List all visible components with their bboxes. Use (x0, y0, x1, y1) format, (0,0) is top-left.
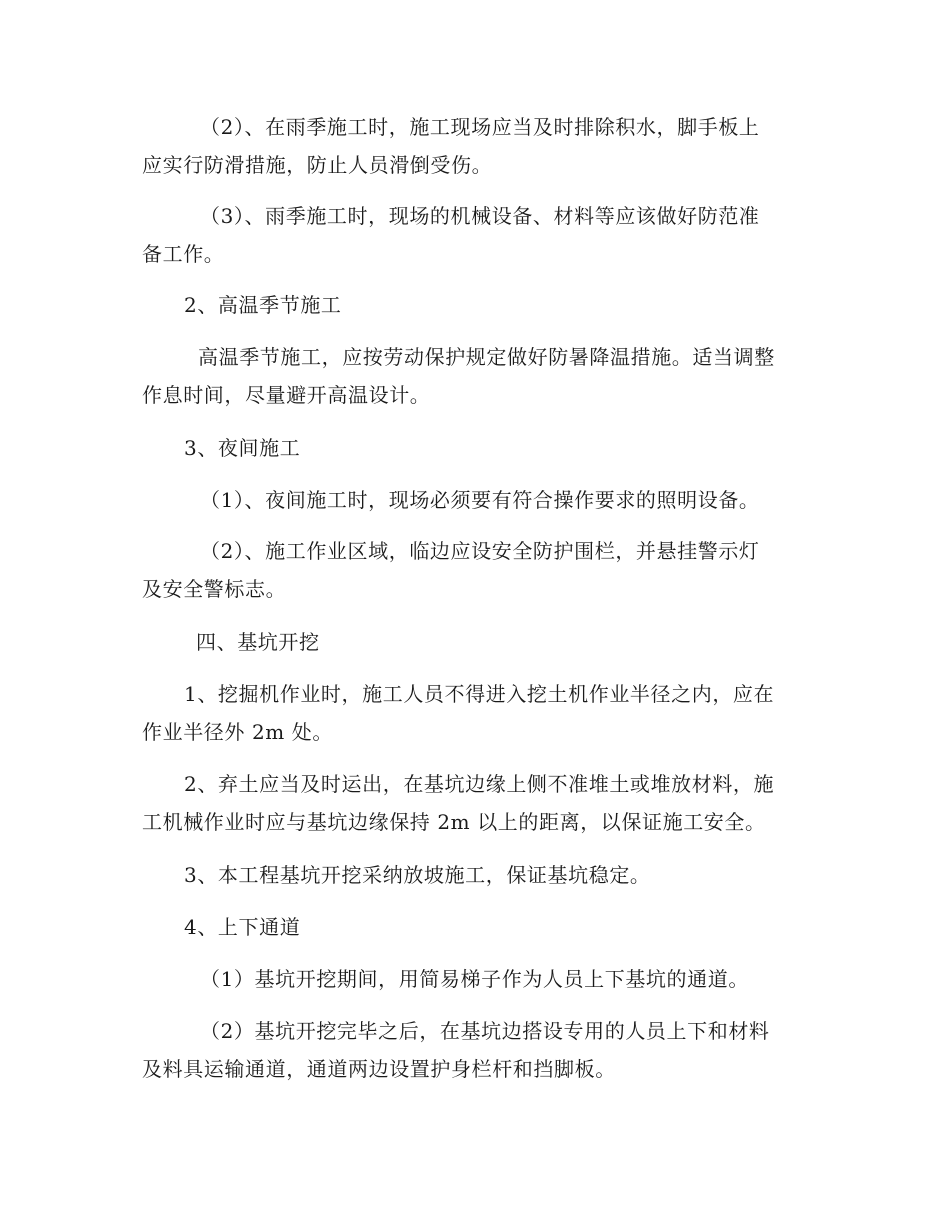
paragraph-excavation-3 (142, 856, 810, 894)
paragraph-rainy-2 (142, 108, 810, 184)
paragraph-night-1 (142, 481, 810, 519)
paragraph-night-2 (142, 532, 810, 608)
paragraph-high-temperature (142, 338, 810, 414)
text-line: （2）基坑开挖完毕之后，在基坑边搭设专用的人员上下和材料 (200, 1019, 770, 1043)
text-line: 工机械作业时应与基坑边缘保持 2m 以上的距离，以保证施工安全。 (142, 810, 766, 834)
heading-night-work (142, 429, 810, 467)
text-line: （2）、在雨季施工时，施工现场应当及时排除积水，脚手板上 (200, 115, 760, 139)
text-line: （2）、施工作业区域，临边应设安全防护围栏，并悬挂警示灯 (200, 539, 760, 563)
paragraph-passage-2 (142, 1012, 810, 1088)
text-line: 四、基坑开挖 (196, 630, 320, 654)
text-line: （1）、夜间施工时，现场必须要有符合操作要求的照明设备。 (200, 488, 760, 512)
text-line: （1）基坑开挖期间，用简易梯子作为人员上下基坑的通道。 (200, 967, 749, 991)
heading-high-temperature (142, 286, 810, 324)
text-line: （3）、雨季施工时，现场的机械设备、材料等应该做好防范准 (200, 204, 760, 228)
text-line: 高温季节施工，应按劳动保护规定做好防暑降温措施。适当调整 (198, 345, 775, 369)
paragraph-passage-1 (142, 960, 810, 998)
text-line: 作息时间，尽量避开高温设计。 (142, 383, 431, 407)
text-line: 备工作。 (142, 242, 225, 266)
text-line: 1、挖掘机作业时，施工人员不得进入挖土机作业半径之内，应在 (184, 682, 775, 706)
paragraph-excavation-1 (142, 675, 810, 751)
text-line: 作业半径外 2m 处。 (142, 720, 334, 744)
text-line: 2、高温季节施工 (184, 293, 342, 317)
text-line: 3、夜间施工 (184, 436, 301, 460)
heading-access-passage (142, 908, 810, 946)
text-line: 及安全警标志。 (142, 577, 287, 601)
paragraph-rainy-3 (142, 197, 810, 273)
text-line: 4、上下通道 (184, 915, 301, 939)
text-line: 3、本工程基坑开挖采纳放坡施工，保证基坑稳定。 (184, 863, 651, 887)
paragraph-excavation-2 (142, 765, 810, 841)
text-line: 及料具运输通道，通道两边设置护身栏杆和挡脚板。 (142, 1057, 616, 1081)
text-line: 应实行防滑措施，防止人员滑倒受伤。 (142, 153, 493, 177)
heading-excavation (142, 623, 810, 661)
text-line: 2、弃土应当及时运出，在基坑边缘上侧不准堆土或堆放材料，施 (184, 772, 775, 796)
